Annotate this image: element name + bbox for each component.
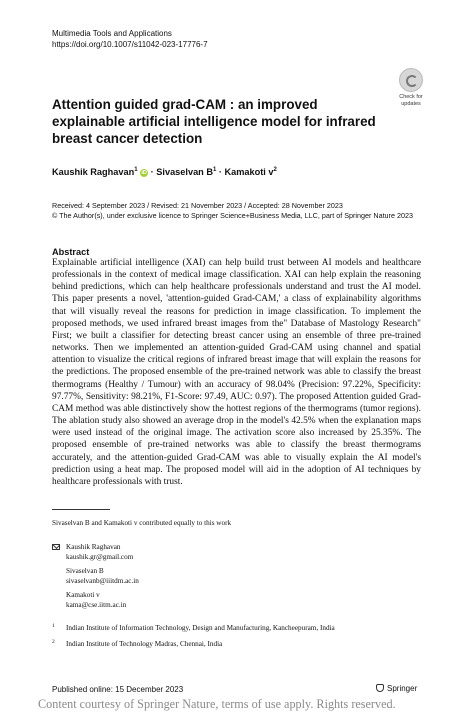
affiliation-number: 2: [52, 639, 55, 645]
publisher-name: Springer: [387, 684, 418, 693]
correspondent-name: Sivaselvan B: [66, 567, 104, 575]
author-name[interactable]: Sivaselvan B: [156, 167, 213, 178]
courtesy-watermark: Content courtesy of Springer Nature, terms of use apply. Rights reserved.: [38, 697, 396, 711]
contribution-note: Sivaselvan B and Kamakoti v contributed equally to this work: [52, 519, 232, 527]
check-for-updates-icon: [399, 68, 423, 92]
paper-title: Attention guided grad-CAM : an improved explainable artificial intelligence model for infrared breast cancer detection: [52, 97, 376, 146]
history-dates: Received: 4 September 2023 / Revised: 21 November 2023 / Accepted: 28 November 2023: [52, 201, 343, 210]
orcid-icon[interactable]: iD: [141, 170, 147, 177]
author-affil-number: 1: [134, 167, 138, 173]
affiliation-text: Indian Institute of Technology Madras, Chennai, India: [66, 640, 223, 648]
affiliation-text: Indian Institute of Information Technology, Design and Manufacturing, Kancheepuram, India: [66, 624, 335, 632]
journal-name: Multimedia Tools and Applications: [52, 29, 172, 38]
copyright-line: © The Author(s), under exclusive licence to Springer Science+Business Media, LLC, part of Springer Nature 2023: [52, 211, 413, 220]
journal-header: [52, 28, 208, 50]
author-name[interactable]: Kamakoti v: [224, 167, 274, 178]
author-name[interactable]: Kaushik Raghavan: [52, 167, 135, 178]
correspondent-email[interactable]: kama@cse.iitm.ac.in: [66, 600, 127, 609]
footnote-divider: [52, 509, 110, 510]
affiliation-number: 1: [52, 623, 55, 629]
correspondent-email[interactable]: kaushik.gr@gmail.com: [66, 552, 134, 561]
abstract-heading: Abstract: [52, 247, 90, 257]
author-affil-number: 2: [273, 167, 277, 173]
article-dates: [52, 201, 413, 221]
abstract-text: Explainable artificial intelligence (XAI) can help build trust between AI models and healthcare professionals in the context of medical image classification. XAI can help explain the reasoning behind predictions, which can help healthcare professionals understand and trust the AI model. This paper presents a novel, 'attention-guided Grad-CAM,' a class of explainability algorithms that will visually reveal the reasons for prediction in image classification. To implement the proposed methods, we used infrared breast images from the" Database of Mastology Research" First; we built a classifier for detecting breast cancer using an ensemble of three pre-trained networks. Then we implemented an attention-guided Grad-CAM using channel and spatial attention to visualize the critical regions of infrared breast image that will explain the reasons for the predictions. The proposed ensemble of the pre-trained network was able to classify the breast thermograms (Healthy / Tumour) with an accuracy of 98.04% (Precision: 97.22%, Specificity: 97.77%, Sensitivity: 98.21%, F1-Score: 97.49, AUC: 0.97). The proposed Attention guided Grad-CAM method was able distinctively show the hottest regions of the thermograms (tumor regions). The ablation study also showed an average drop in the model's 42.5% when the explanation maps were used instead of the original image. The activation score also increased by 25.35%. The proposed ensemble of pre-trained networks was able to classify the breast thermograms accurately, and the attention-guided Grad-CAM was able to visually explain the AI model's prediction using a heat map. The proposed model will aid in the adoption of AI techniques by healthcare professionals with trust.: [52, 258, 421, 487]
envelope-icon: [52, 544, 60, 550]
published-date: Published online: 15 December 2023: [52, 685, 184, 694]
check-for-updates-badge[interactable]: Check for updates: [396, 68, 426, 107]
springer-logo-icon: [376, 684, 384, 692]
correspondent-email[interactable]: sivaselvanb@iiitdm.ac.in: [66, 576, 139, 585]
doi-link[interactable]: https://doi.org/10.1007/s11042-023-17776-7: [52, 40, 208, 49]
correspondent-name: Kaushik Raghavan: [66, 543, 121, 551]
publisher-logo[interactable]: [376, 684, 417, 694]
author-affil-number: 1: [212, 167, 217, 173]
author-list: Kaushik Raghavan$^1$ iD · Sivaselvan $B^1$ · Kamakoti $v^2$: [52, 167, 277, 178]
correspondent-name: Kamakoti v: [66, 591, 100, 599]
